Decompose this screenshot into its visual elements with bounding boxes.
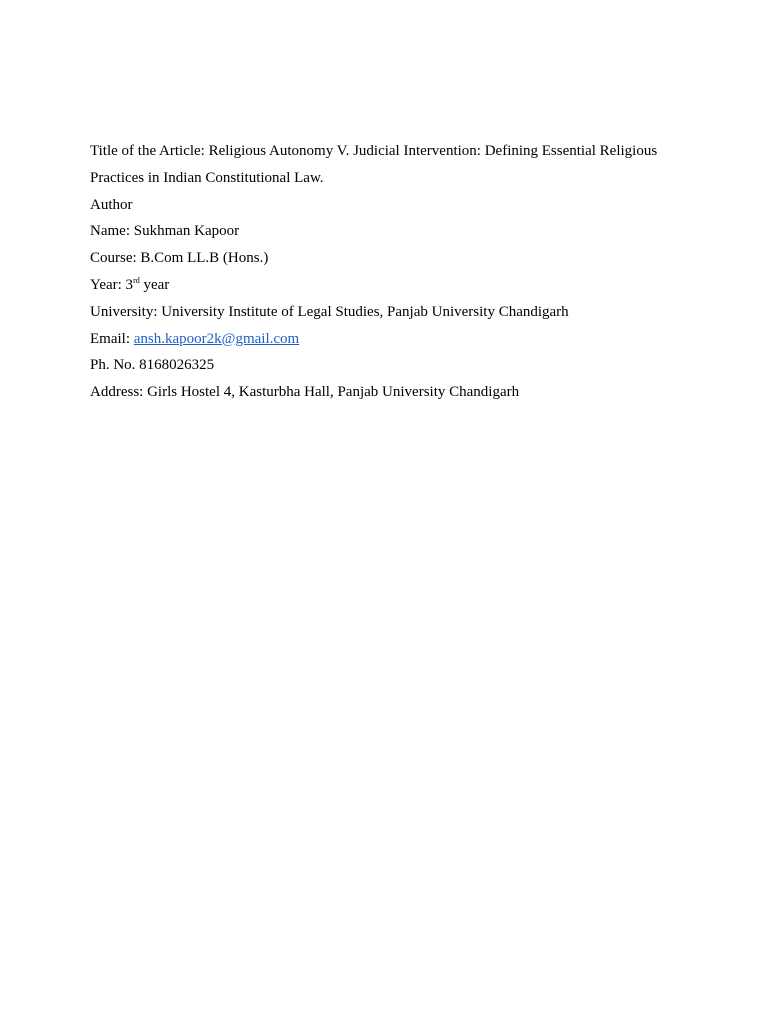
course-info: Course: B.Com LL.B (Hons.) <box>90 250 269 267</box>
year-info <box>90 272 680 299</box>
university-info: University: University Institute of Legal Studies, Panjab University Chandigarh <box>90 303 569 320</box>
author-name: Name: Sukhman Kapoor <box>90 223 240 240</box>
address-info: Address: Girls Hostel 4, Kasturbha Hall, Panjab University Chandigarh <box>90 384 520 401</box>
email-link[interactable]: ansh.kapoor2k@gmail.com <box>133 330 300 347</box>
article-title: Title of the Article: Religious Autonomy V. Judicial Intervention: Defining Essential Religious Practices in Indian Constitutional Law. <box>90 143 658 186</box>
email-label: Email: <box>90 330 134 347</box>
year-prefix: Year: 3 <box>90 276 134 293</box>
email-info <box>90 326 680 353</box>
author-details-block <box>90 138 680 406</box>
year-suffix: year <box>139 276 170 293</box>
author-heading: Author <box>90 196 133 213</box>
phone-info: Ph. No. 8168026325 <box>90 357 215 374</box>
year-ordinal-superscript: rd <box>133 275 140 285</box>
